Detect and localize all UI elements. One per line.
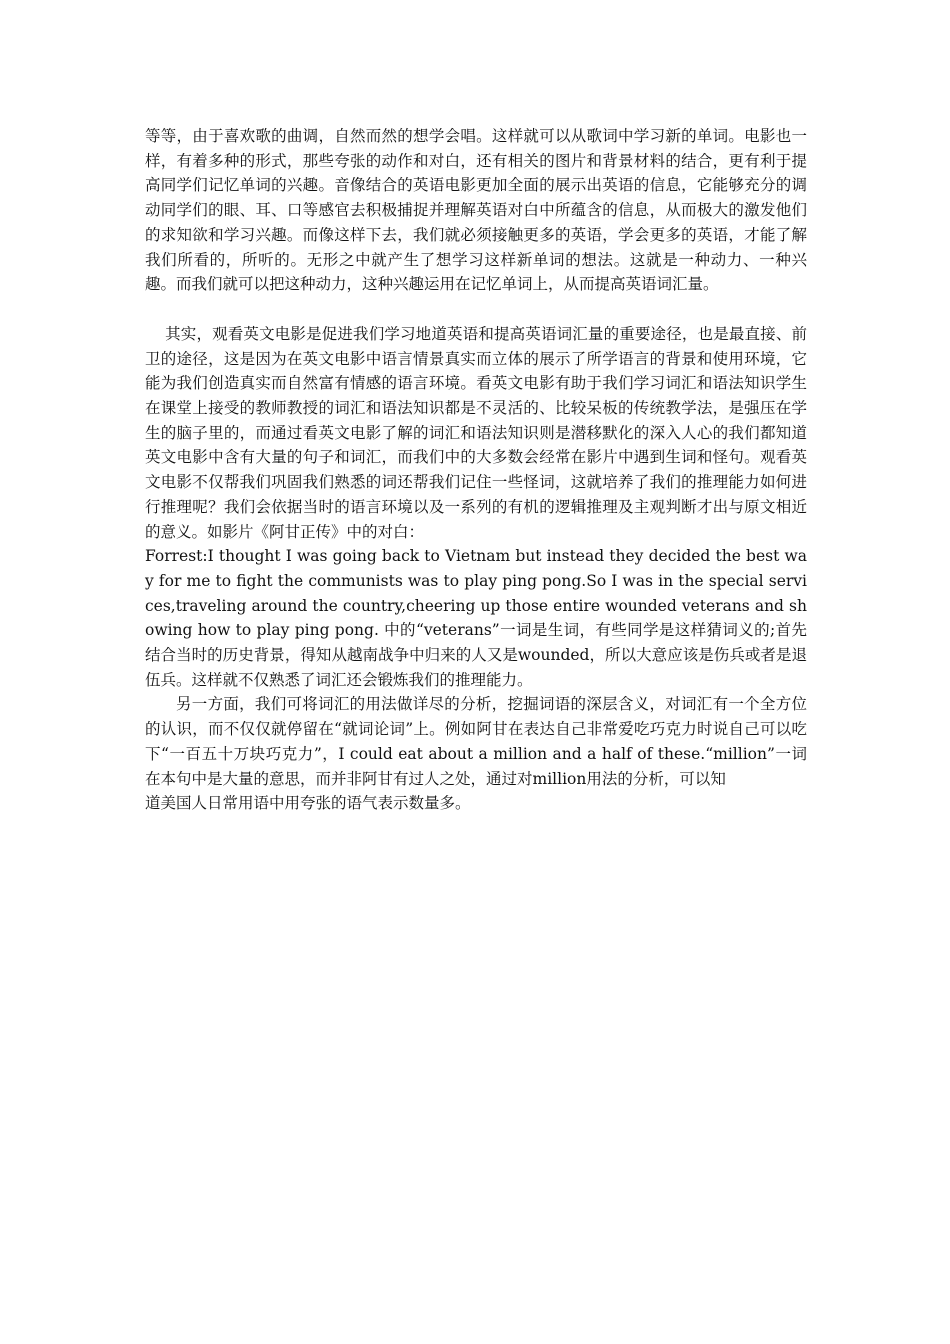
paragraph-forrest-quote: Forrest:I thought I was going back to Vietnam but instead they decided the best way for me to fight the communists was to play ping pong.So I was in the special services,traveling around the country,cheering up those entire wounded veterans and showing how to play ping pong. 中的“veterans”一词是生词，有些同学是这样猜词义的;首先结合当时的历史背景，得知从越南战争中归来的人又是wounded，所以大意应该是伤兵或者是退伍兵。这样就不仅熟悉了词汇还会锻炼我们的推理能力。 <box>145 547 807 689</box>
paragraph-closing-line: 道美国人日常用语中用夸张的语气表示数量多。 <box>145 794 471 813</box>
paragraph-songs-and-movies: 等等，由于喜欢歌的曲调，自然而然的想学会唱。这样就可以从歌词中学习新的单词。电影也一样，有着多种的形式，那些夸张的动作和对白，还有相关的图片和背景材料的结合，更有利于提高同学们记忆单词的兴趣。音像结合的英语电影更加全面的展示出英语的信息，它能够充分的调动同学们的眼、耳、口等感官去积极捕捉并理解英语对白中所蕴含的信息，从而极大的激发他们的求知欲和学习兴趣。而像这样下去，我们就必须接触更多的英语，学会更多的英语，才能了解我们所看的，所听的。无形之中就产生了想学习这样新单词的想法。这就是一种动力、一种兴趣。而我们就可以把这种动力，这种兴趣运用在记忆单词上，从而提高英语词汇量。 <box>145 127 807 294</box>
paragraph-english-movies: 其实，观看英文电影是促进我们学习地道英语和提高英语词汇量的重要途径，也是最直接、前卫的途径，这是因为在英文电影中语言情景真实而立体的展示了所学语言的背景和使用环境，它能为我们创造真实而自然富有情感的语言环境。看英文电影有助于我们学习词汇和语法知识学生在课堂上接受的教师教授的词汇和语法知识都是不灵活的、比较呆板的传统教学法，是强压在学生的脑子里的，而通过看英文电影了解的词汇和语法知识则是潜移默化的深入人心的我们都知道英文电影中含有大量的句子和词汇，而我们中的大多数会经常在影片中遇到生词和怪句。观看英文电影不仅帮我们巩固我们熟悉的词还帮我们记住一些怪词，这就培养了我们的推理能力如何进行推理呢？我们会依据当时的语言环境以及一系列的有机的逻辑推理及主观判断才出与原文相近的意义。如影片《阿甘正传》中的对白： <box>145 324 807 541</box>
paragraph-word-usage: 另一方面，我们可将词汇的用法做详尽的分析，挖掘词语的深层含义，对词汇有一个全方位的认识，而不仅仅就停留在“就词论词”上。例如阿甘在表达自己非常爱吃巧克力时说自己可以吃下“一百五十万块巧克力”，I could eat about a million and a half of these.“million”一词在本句中是大量的意思，而并非阿甘有过人之处，通过对million用法的分析，可以知 <box>145 695 807 788</box>
document-body <box>145 124 807 816</box>
paragraph-spacer <box>145 297 807 322</box>
